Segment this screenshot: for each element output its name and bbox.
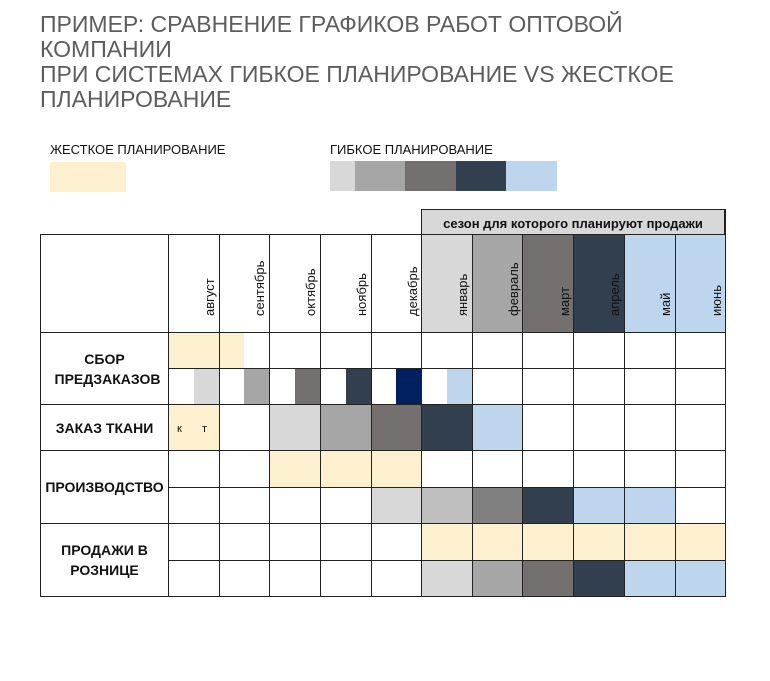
bar-r1-flex-4 [346, 368, 371, 404]
month-bg-june [675, 234, 725, 332]
bar-r2-flex-1 [270, 405, 320, 450]
month-november: ноябрь [354, 273, 369, 316]
month-january: январь [455, 273, 470, 316]
grid-v-label [168, 234, 169, 597]
bar-r1-rigid [169, 332, 244, 368]
mark-t: т [202, 423, 208, 435]
row-label-fabric-order-text: ЗАКАЗ ТКАНИ [55, 419, 154, 436]
bar-r4-flex-2 [472, 560, 522, 596]
bar-r1-flex-2 [244, 368, 269, 404]
grid-v-4 [371, 234, 372, 597]
legend-flex-swatch-2 [355, 161, 405, 191]
legend-flex-swatch-1 [330, 161, 355, 191]
grid-v-1 [219, 234, 220, 597]
bar-r1-flex-3 [295, 368, 320, 404]
bar-r2-flex-5 [472, 405, 522, 450]
bar-r3-flex-1 [371, 487, 421, 523]
legend-rigid-label: ЖЕСТКОЕ ПЛАНИРОВАНИЕ [50, 142, 226, 157]
grid-v-3 [320, 234, 321, 597]
row-label-preorders [41, 333, 168, 404]
legend-rigid-swatch [50, 162, 126, 192]
month-december: декабрь [405, 266, 420, 316]
row-label-production [41, 451, 168, 523]
legend-flex-swatch-4 [456, 161, 506, 191]
row-label-retail-sales [41, 524, 168, 596]
month-bg-march [522, 234, 573, 332]
month-june: июнь [709, 285, 724, 316]
row-label-preorders-text: СБОР ПРЕДЗАКАЗОВ [54, 350, 161, 387]
season-header: сезон для которого планируют продажи [443, 216, 703, 231]
month-april: апрель [607, 273, 622, 316]
month-october: октябрь [303, 268, 318, 316]
month-february: февраль [506, 262, 521, 316]
month-bg-may [624, 234, 675, 332]
grid-v-9 [624, 234, 625, 597]
bar-r1-flex-5 [396, 368, 421, 404]
grid-v-7 [522, 234, 523, 597]
title-line-2: ПРИ СИСТЕМАХ ГИБКОЕ ПЛАНИРОВАНИЕ VS ЖЕСТКОЕ [40, 61, 674, 87]
month-march: март [557, 286, 572, 316]
bar-r3-flex-2 [421, 487, 472, 523]
title-line-1: ПРИМЕР: СРАВНЕНИЕ ГРАФИКОВ РАБОТ ОПТОВОЙ КОМПАНИИ [40, 11, 623, 62]
grid-v-right [725, 209, 726, 597]
legend-flexible-label: ГИБКОЕ ПЛАНИРОВАНИЕ [330, 142, 493, 157]
row-label-fabric-order [41, 405, 168, 450]
page-title [40, 12, 760, 112]
row-label-retail-sales-text: ПРОДАЖИ В РОЗНИЦЕ [61, 542, 148, 578]
row-label-production-text: ПРОИЗВОДСТВО [45, 479, 164, 495]
legend-flex-swatch-3 [405, 161, 456, 191]
bar-r3-flex-3 [472, 487, 522, 523]
bar-r1-flex-6 [447, 368, 472, 404]
month-august: август [202, 278, 217, 316]
bar-r2-flex-3 [371, 405, 421, 450]
grid-v-2 [269, 234, 270, 597]
grid-h-r3-mid [169, 487, 726, 488]
title-line-3: ПЛАНИРОВАНИЕ [40, 86, 232, 112]
bar-r2-flex-4 [421, 405, 472, 450]
month-september: сентябрь [252, 260, 267, 316]
grid-v-8 [573, 234, 574, 597]
bar-r4-flex-3 [522, 560, 573, 596]
grid-v-6 [472, 234, 473, 597]
legend-flex-swatch-5 [506, 161, 557, 191]
bar-r2-flex-2 [320, 405, 371, 450]
grid-v-10 [675, 234, 676, 597]
bar-r1-flex-1 [194, 368, 219, 404]
grid-h-r4-mid [169, 560, 726, 561]
bar-r4-flex-1 [421, 560, 472, 596]
month-may: май [658, 292, 673, 316]
bar-r4-flex-4 [573, 560, 624, 596]
grid-v-5 [421, 234, 422, 597]
mark-k: к [177, 423, 182, 435]
grid-h-r1-mid [169, 368, 726, 369]
bar-r3-flex-4 [522, 487, 573, 523]
bar-r3-rigid [270, 451, 421, 487]
